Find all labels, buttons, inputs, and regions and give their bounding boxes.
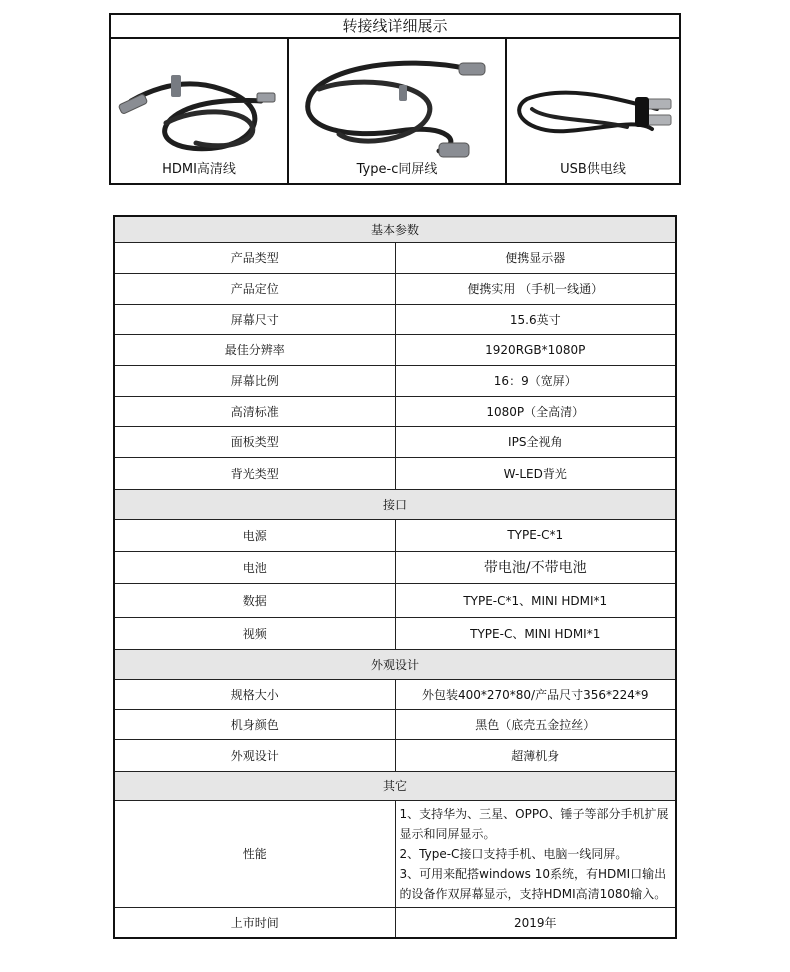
performance-line: 1、支持华为、三星、OPPO、锤子等部分手机扩展显示和同屏显示。 bbox=[399, 806, 669, 841]
row-value: 便携实用 （手机一线通） bbox=[395, 273, 676, 304]
table-row bbox=[114, 426, 676, 457]
row-label: 电池 bbox=[114, 551, 395, 583]
row-label: 屏幕尺寸 bbox=[114, 304, 395, 334]
row-label: 机身颜色 bbox=[114, 709, 395, 739]
section-title: 外观设计 bbox=[114, 649, 676, 679]
row-label: 产品定位 bbox=[114, 273, 395, 304]
table-row bbox=[114, 907, 676, 938]
spec-table bbox=[113, 215, 677, 939]
showcase-title: 转接线详细展示 bbox=[111, 15, 679, 39]
row-value: 15.6英寸 bbox=[395, 304, 676, 334]
row-label: 背光类型 bbox=[114, 457, 395, 489]
row-label: 性能 bbox=[114, 800, 395, 907]
row-value: TYPE-C、MINI HDMI*1 bbox=[395, 617, 676, 649]
section-header-ports bbox=[114, 489, 676, 519]
row-label: 规格大小 bbox=[114, 679, 395, 709]
row-label: 视频 bbox=[114, 617, 395, 649]
row-label: 高清标准 bbox=[114, 396, 395, 426]
showcase-label: Type-c同屏线 bbox=[356, 162, 438, 177]
row-value: 黑色（底壳五金拉丝） bbox=[395, 709, 676, 739]
table-row bbox=[114, 457, 676, 489]
row-value: 便携显示器 bbox=[395, 242, 676, 273]
row-value: TYPE-C*1、MINI HDMI*1 bbox=[395, 583, 676, 617]
row-label: 产品类型 bbox=[114, 242, 395, 273]
showcase-label: HDMI高清线 bbox=[162, 162, 236, 177]
table-row bbox=[114, 709, 676, 739]
row-value: IPS全视角 bbox=[395, 426, 676, 457]
showcase-item-typec bbox=[287, 39, 505, 183]
table-row bbox=[114, 551, 676, 583]
table-row bbox=[114, 519, 676, 551]
section-header-basic bbox=[114, 216, 676, 242]
row-value: 1920RGB*1080P bbox=[395, 334, 676, 365]
table-row bbox=[114, 365, 676, 396]
performance-line: 3、可用来配搭windows 10系统，有HDMI口输出的设备作双屏幕显示，支持HDMI高清1080输入。 bbox=[399, 866, 667, 901]
row-label: 屏幕比例 bbox=[114, 365, 395, 396]
table-row bbox=[114, 304, 676, 334]
section-title: 接口 bbox=[114, 489, 676, 519]
table-row bbox=[114, 800, 676, 907]
row-value: 1080P（全高清） bbox=[395, 396, 676, 426]
row-label: 外观设计 bbox=[114, 739, 395, 771]
table-row bbox=[114, 679, 676, 709]
row-value: 带电池/不带电池 bbox=[395, 551, 676, 583]
section-header-other bbox=[114, 771, 676, 800]
row-value: W-LED背光 bbox=[395, 457, 676, 489]
row-label: 数据 bbox=[114, 583, 395, 617]
table-row bbox=[114, 396, 676, 426]
table-row bbox=[114, 583, 676, 617]
table-row bbox=[114, 334, 676, 365]
row-value: TYPE-C*1 bbox=[395, 519, 676, 551]
table-row bbox=[114, 617, 676, 649]
row-label: 面板类型 bbox=[114, 426, 395, 457]
row-value: 超薄机身 bbox=[395, 739, 676, 771]
table-row bbox=[114, 242, 676, 273]
section-title: 其它 bbox=[114, 771, 676, 800]
table-row bbox=[114, 739, 676, 771]
showcase-label: USB供电线 bbox=[560, 162, 626, 177]
row-label: 电源 bbox=[114, 519, 395, 551]
cable-showcase bbox=[109, 13, 681, 185]
section-header-design bbox=[114, 649, 676, 679]
performance-line: 2、Type-C接口支持手机、电脑一线同屏。 bbox=[399, 846, 628, 861]
row-value: 2019年 bbox=[395, 907, 676, 938]
performance-description bbox=[395, 800, 676, 907]
row-label: 上市时间 bbox=[114, 907, 395, 938]
row-value: 外包装400*270*80/产品尺寸356*224*9 bbox=[395, 679, 676, 709]
showcase-item-usb bbox=[505, 39, 679, 183]
section-title: 基本参数 bbox=[114, 216, 676, 242]
table-row bbox=[114, 273, 676, 304]
row-label: 最佳分辨率 bbox=[114, 334, 395, 365]
showcase-item-hdmi bbox=[111, 39, 287, 183]
row-value: 16：9（宽屏） bbox=[395, 365, 676, 396]
